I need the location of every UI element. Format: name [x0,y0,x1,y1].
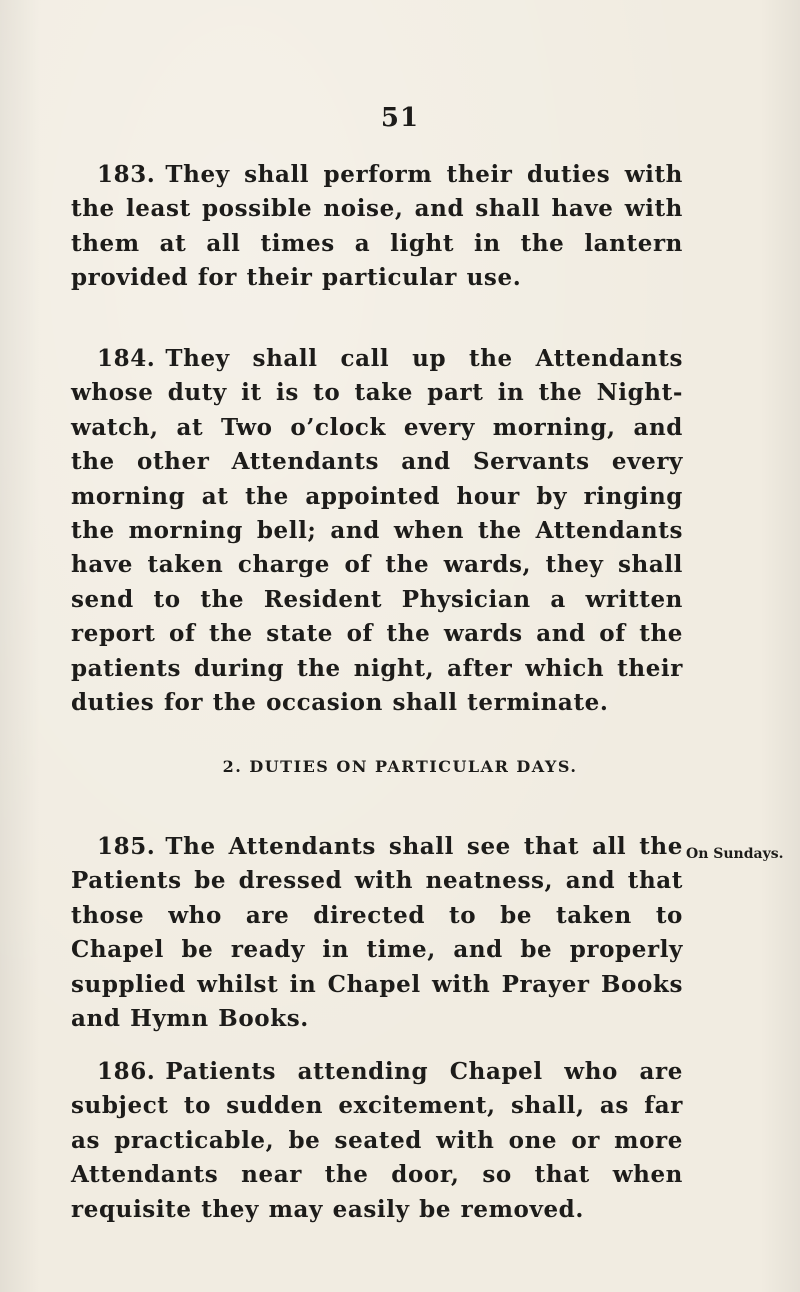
section-heading: 2. DUTIES ON PARTICULAR DAYS. [222,757,578,776]
paragraph-185 [71,830,683,1036]
paragraph-number: 186. [97,1058,156,1085]
paragraph-184 [71,342,683,720]
paragraph-text: They shall call up the Attendants whose duty it is to take part in the Night-watch, at Two o’clock every morning, and the other Attendants and Servants every morning at the appointed hour by ringing the morning bell; and when the Attendants have taken charge of the wards, they shall send to the Resident Physician a written report of the state of the wards and of the patients during the night, after which their duties for the occasion shall terminate. [71,345,683,717]
page-number: 51 [380,103,420,133]
paragraph-183 [71,158,683,296]
paragraph-text: The Attendants shall see that all the Patients be dressed with neatness, and that those who are directed to be taken to Chapel be ready in time, and be properly supplied whilst in Chapel with Prayer Books and Hymn Books. [71,833,683,1033]
paragraph-text: Patients attending Chapel who are subject to sudden excitement, shall, as far as practicable, be seated with one or more Attendants near the door, so that when requisite they may easily be removed. [71,1058,683,1223]
paragraph-text: They shall perform their duties with the least possible noise, and shall have with them at all times a light in the lantern provided for their particular use. [71,161,683,292]
paragraph-186 [71,1055,683,1227]
paragraph-number: 184. [97,345,156,372]
paragraph-number: 183. [97,161,156,188]
paragraph-number: 185. [97,833,156,860]
margin-note-on-sundays: On Sundays. [686,846,784,862]
